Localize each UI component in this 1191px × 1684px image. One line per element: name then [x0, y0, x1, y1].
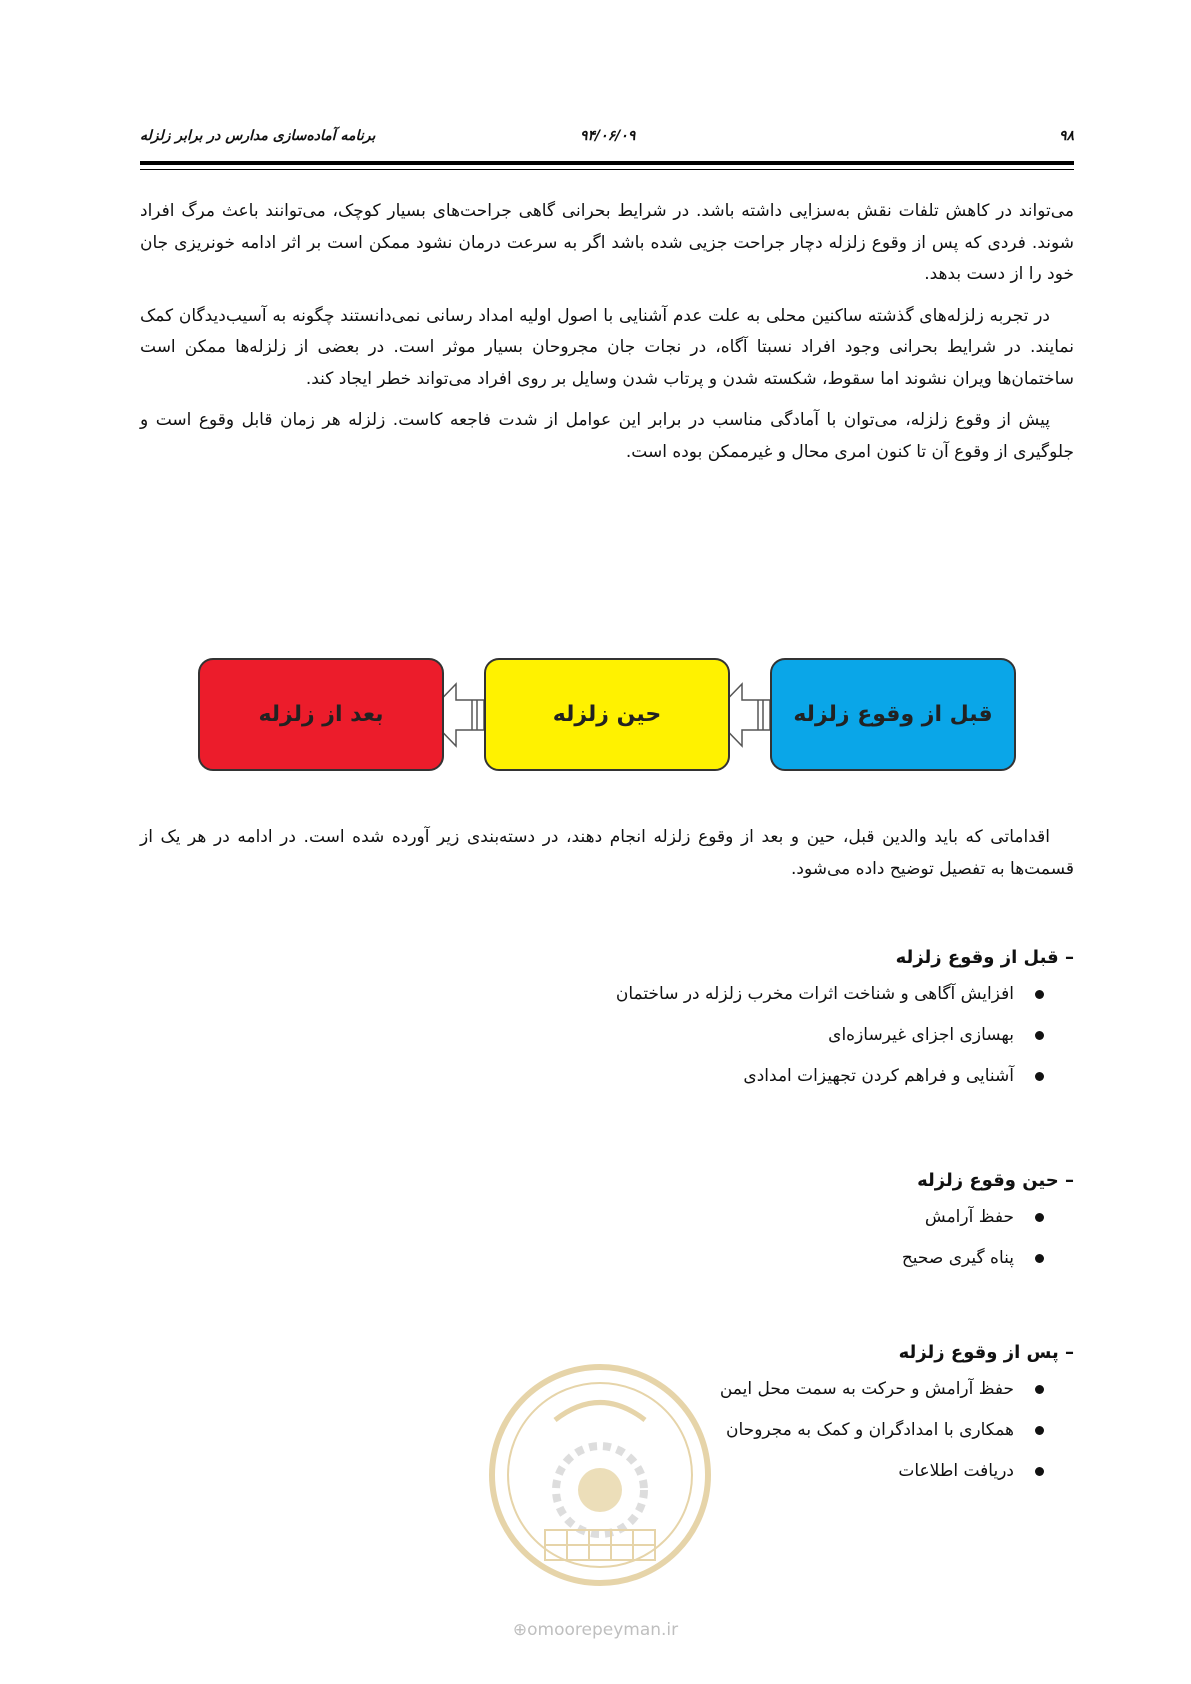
page-header [140, 128, 1074, 160]
list-item: همکاری با امدادگران و کمک به مجروحان [140, 1420, 1014, 1440]
body-text [140, 196, 1074, 478]
seal-logo-icon [485, 1360, 715, 1590]
section-heading: – پس از وقوع زلزله [898, 1342, 1074, 1363]
bullet-icon [1035, 1031, 1044, 1040]
phase-during-label: حین زلزله [552, 702, 662, 727]
section-heading: – حین وقوع زلزله [917, 1170, 1074, 1191]
list-item: آشنایی و فراهم کردن تجهیزات امدادی [140, 1066, 1014, 1086]
bullet-list [140, 984, 1074, 1086]
bullet-icon [1035, 1254, 1044, 1263]
watermark-site: ⊕omoorepeyman.ir [512, 1620, 679, 1640]
page-number: ۹۸ [1058, 128, 1074, 144]
section-during [140, 1170, 1074, 1289]
bullet-list [140, 1207, 1074, 1268]
globe-icon: ⊕ [512, 1620, 528, 1640]
bullet-icon [1035, 990, 1044, 999]
list-item: دریافت اطلاعات [140, 1461, 1014, 1481]
phase-after-box [198, 658, 444, 771]
paragraph-4: اقداماتی که باید والدین قبل، حین و بعد از وقوع زلزله انجام دهند، در دسته‌بندی زیر آورده شده است. در ادامه در هر یک از قسمت‌ها به تفصیل توضیح داده می‌شود. [140, 827, 1074, 879]
paragraph-2: در تجربه زلزله‌های گذشته ساکنین محلی به علت عدم آشنایی با اصول اولیه امداد رسانی نمی‌دانستند چگونه به آسیب‌دیدگان کمک نمایند. در شرایط بحرانی وجود افراد نسبتا آگاه، در نجات جان مجروحان بسیار موثر است. در بعضی از زلزله‌ها ممکن است ساختمان‌ها ویران نشوند اما سقوط، شکسته شدن و پرتاب شدن وسایل بر روی افراد می‌تواند خطر ایجاد کند. [140, 305, 1074, 389]
header-rule-thick [140, 161, 1074, 165]
header-title: برنامه آماده‌سازی مدارس در برابر زلزله [140, 128, 376, 144]
phase-after-label: بعد از زلزله [258, 702, 384, 727]
phase-before-box [770, 658, 1016, 771]
header-date: ۹۴/۰۶/۰۹ [580, 128, 636, 144]
bullet-icon [1035, 1385, 1044, 1394]
list-item: بهسازی اجزای غیرسازه‌ای [140, 1025, 1014, 1045]
bullet-icon [1035, 1072, 1044, 1081]
list-item: پناه گیری صحیح [140, 1248, 1014, 1268]
phase-before-label: قبل از وقوع زلزله [793, 702, 993, 727]
body-text-2 [140, 822, 1074, 895]
section-before [140, 947, 1074, 1107]
header-rule-thin [140, 169, 1074, 170]
list-item: حفظ آرامش و حرکت به سمت محل ایمن [140, 1379, 1014, 1399]
section-heading: – قبل از وقوع زلزله [895, 947, 1074, 968]
phase-during-box [484, 658, 730, 771]
bullet-icon [1035, 1213, 1044, 1222]
bullet-icon [1035, 1426, 1044, 1435]
paragraph-1: می‌تواند در کاهش تلفات نقش به‌سزایی داشته باشد. در شرایط بحرانی گاهی جراحت‌های بسیار کوچک، می‌توانند باعث مرگ افراد شوند. فردی که پس از وقوع زلزله دچار جراحت جزیی شده باشد اگر به سرعت درمان نشود ممکن است بر اثر ادامه خونریزی جان خود را از دست بدهد. [140, 201, 1074, 284]
bullet-icon [1035, 1467, 1044, 1476]
earthquake-phases-diagram [190, 652, 1020, 782]
list-item: حفظ آرامش [140, 1207, 1014, 1227]
paragraph-3: پیش از وقوع زلزله، می‌توان با آمادگی مناسب در برابر این عوامل از شدت فاجعه کاست. زلزله هر زمان قابل وقوع است و جلوگیری از وقوع آن تا کنون امری محال و غیرممکن بوده است. [140, 410, 1074, 462]
list-item: افزایش آگاهی و شناخت اثرات مخرب زلزله در ساختمان [140, 984, 1014, 1004]
